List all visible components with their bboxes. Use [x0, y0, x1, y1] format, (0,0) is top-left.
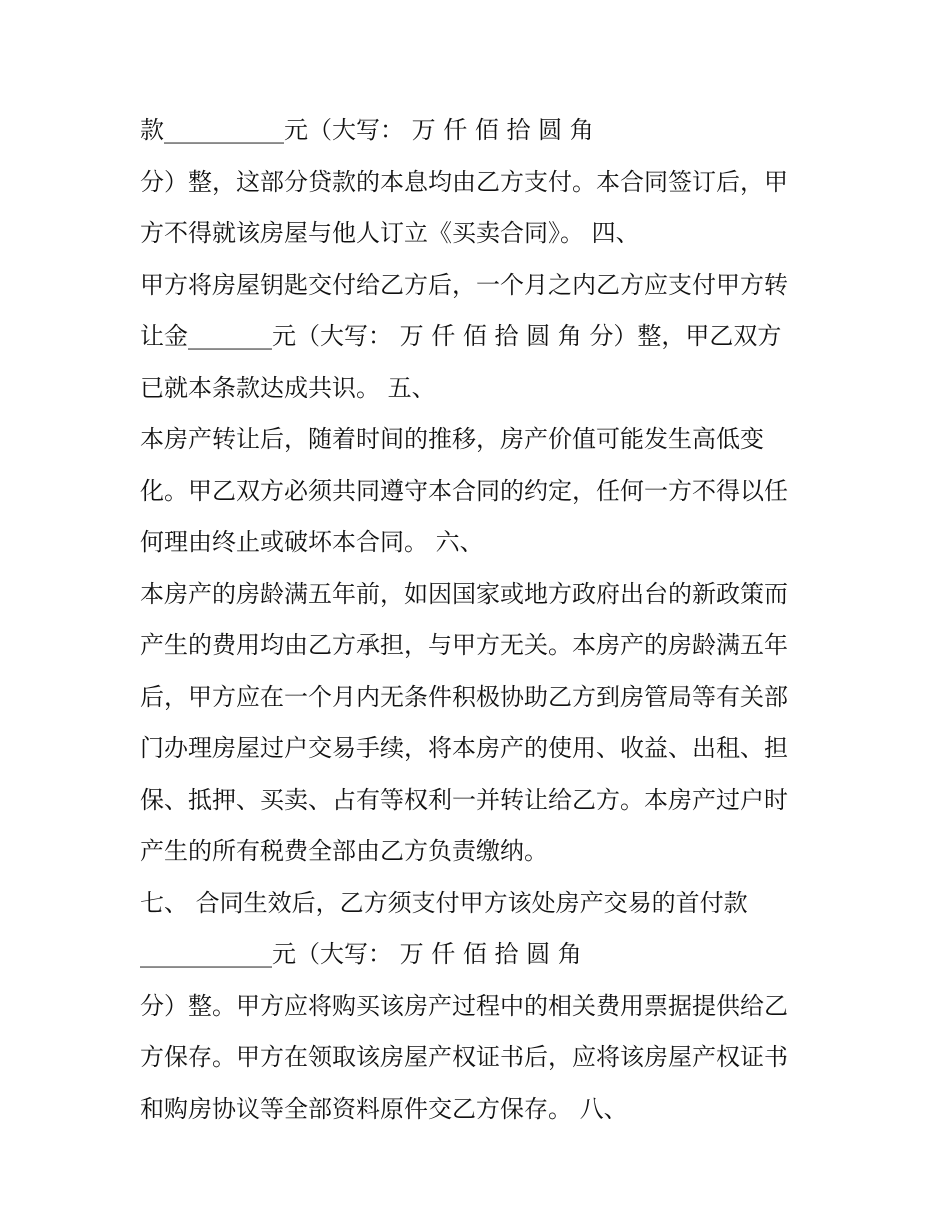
- text-line-20: 和购房协议等全部资料原件交乙方保存。 八、: [140, 1094, 628, 1123]
- text-line-8: 化。甲乙双方必须共同遵守本合同的约定，任何一方不得以任: [140, 476, 788, 505]
- text-line-2: 分）整，这部分贷款的本息均由乙方支付。本合同签订后，甲: [140, 167, 788, 196]
- text-line-15: 产生的所有税费全部由乙方负责缴纳。: [140, 837, 548, 865]
- document-body: [140, 105, 820, 1135]
- text-line-11: 产生的费用均由乙方承担，与甲方无关。本房产的房龄满五年: [140, 631, 788, 659]
- text-line-14: 保、抵押、买卖、占有等权利一并转让给乙方。本房产过户时: [140, 785, 788, 814]
- text-line-4: 甲方将房屋钥匙交付给乙方后，一个月之内乙方应支付甲方转: [140, 270, 788, 299]
- text-line-5: 让金_______元（大写： 万 仟 佰 拾 圆 角 分）整，甲乙双方: [140, 322, 782, 350]
- text-line-7: 本房产转让后，随着时间的推移，房产价值可能发生高低变: [140, 425, 764, 453]
- text-line-1: 款__________元（大写： 万 仟 佰 拾 圆 角: [140, 116, 594, 144]
- text-line-12: 后，甲方应在一个月内无条件积极协助乙方到房管局等有关部: [140, 682, 788, 711]
- text-line-6: 已就本条款达成共识。 五、: [140, 373, 436, 402]
- text-line-16: 七、 合同生效后，乙方须支付甲方该处房产交易的首付款: [140, 888, 748, 917]
- text-line-10: 本房产的房龄满五年前，如因国家或地方政府出台的新政策而: [140, 579, 788, 608]
- text-line-3: 方不得就该房屋与他人订立《买卖合同》。 四、: [140, 219, 640, 247]
- text-line-9: 何理由终止或破坏本合同。 六、: [140, 528, 484, 556]
- text-line-19: 方保存。甲方在领取该房屋产权证书后，应将该房屋产权证书: [140, 1043, 788, 1071]
- text-line-18: 分）整。甲方应将购买该房产过程中的相关费用票据提供给乙: [140, 991, 788, 1020]
- text-line-17: ___________元（大写： 万 仟 佰 拾 圆 角: [140, 940, 582, 968]
- text-line-13: 门办理房屋过户交易手续，将本房产的使用、收益、出租、担: [140, 734, 788, 762]
